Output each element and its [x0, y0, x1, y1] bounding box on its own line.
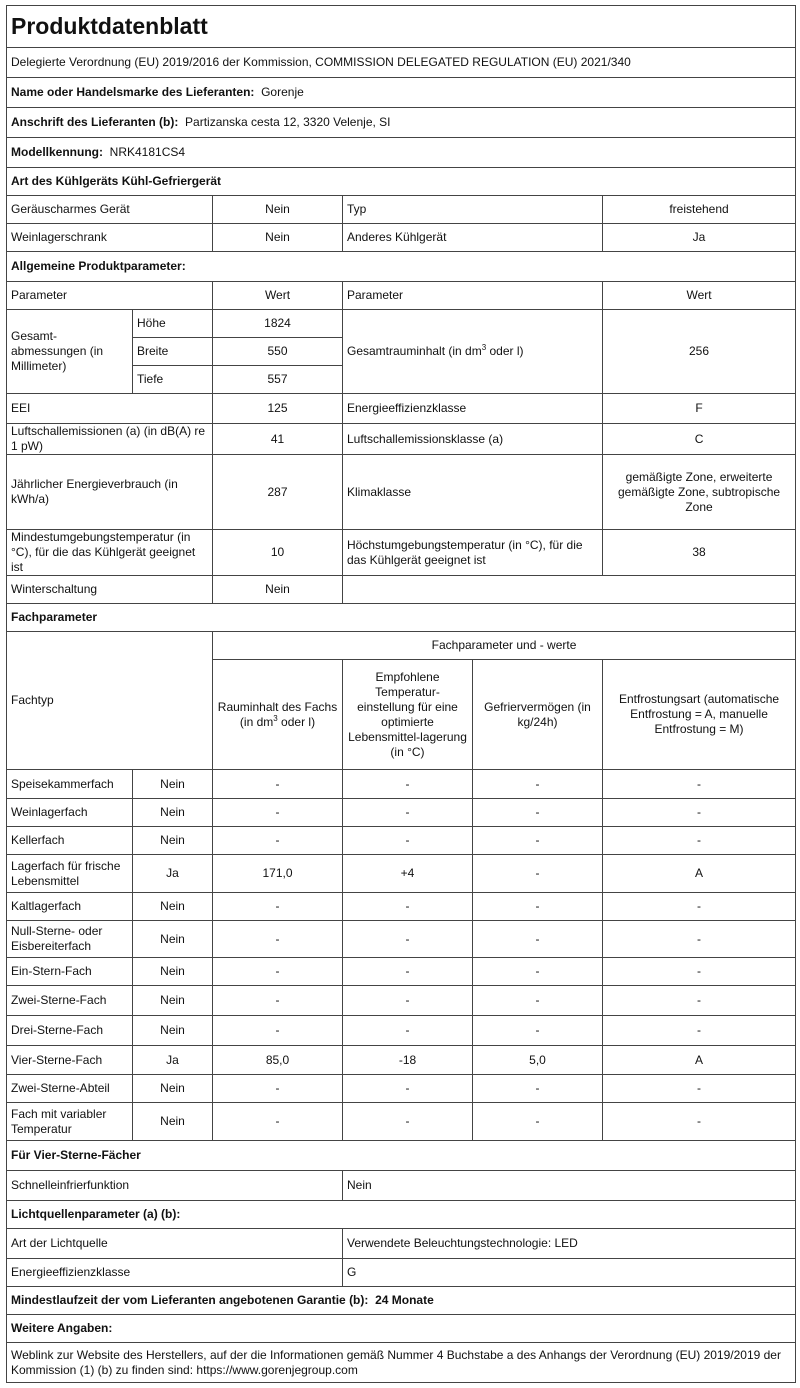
- compartment-name: Kaltlagerfach: [7, 893, 133, 921]
- height-value: 1824: [213, 310, 343, 338]
- compartment-freezing-capacity: -: [473, 893, 603, 921]
- max-temp-label: Höchstumgebungstemperatur (in °C), für die das Kühlgerät geeignet ist: [343, 530, 603, 576]
- low-noise-label: Geräuscharmes Gerät: [7, 196, 213, 224]
- compartment-row: [7, 986, 796, 1016]
- compartment-name: Zwei-Sterne-Fach: [7, 986, 133, 1016]
- compartment-temperature: +4: [343, 855, 473, 893]
- compartment-volume: -: [213, 921, 343, 958]
- col-header-freezing-capacity: Gefriervermögen (in kg/24h): [473, 660, 603, 770]
- compartment-present: Nein: [133, 986, 213, 1016]
- compartment-volume: 85,0: [213, 1046, 343, 1075]
- total-volume-label: Gesamtrauminhalt (in $dm^3$ oder l): [343, 310, 603, 394]
- compartment-volume: -: [213, 1016, 343, 1046]
- general-params-heading: Allgemeine Produktparameter:: [7, 252, 796, 282]
- energy-class-value: F: [603, 394, 796, 424]
- further-info-heading: Weitere Angaben:: [7, 1315, 796, 1343]
- annual-consumption-label: Jährlicher Energieverbrauch (in kWh/a): [7, 455, 213, 530]
- compartment-defrost: -: [603, 958, 796, 986]
- supplier-address-value: Partizanska cesta 12, 3320 Velenje, SI: [185, 115, 391, 129]
- other-appliance-value: Ja: [603, 224, 796, 252]
- regulation-line: Delegierte Verordnung (EU) 2019/2016 der Kommission, COMMISSION DELEGATED REGULATION (EU) 2021/340: [7, 48, 796, 78]
- compartment-freezing-capacity: 5,0: [473, 1046, 603, 1075]
- compartment-temperature: -: [343, 799, 473, 827]
- light-class-value: G: [343, 1259, 796, 1287]
- max-temp-value: 38: [603, 530, 796, 576]
- compartment-freezing-capacity: -: [473, 799, 603, 827]
- min-temp-label: Mindestumgebungstemperatur (in °C), für die das Kühlgerät geeignet ist: [7, 530, 213, 576]
- compartment-temperature: -: [343, 893, 473, 921]
- compartment-defrost: A: [603, 1046, 796, 1075]
- total-volume-value: 256: [603, 310, 796, 394]
- model-value: NRK4181CS4: [109, 145, 186, 159]
- min-temp-value: 10: [213, 530, 343, 576]
- light-class-label: Energieeffizienzklasse: [7, 1259, 343, 1287]
- appliance-type-heading: Art des Kühlgeräts Kühl-Gefriergerät: [7, 168, 796, 196]
- wine-cabinet-value: Nein: [213, 224, 343, 252]
- col-header-parameter-left: Parameter: [7, 282, 213, 310]
- compartment-present: Ja: [133, 1046, 213, 1075]
- compartment-freezing-capacity: -: [473, 770, 603, 799]
- compartment-name: Vier-Sterne-Fach: [7, 1046, 133, 1075]
- compartment-volume: -: [213, 827, 343, 855]
- light-source-heading: Lichtquellenparameter (a) (b):: [7, 1201, 796, 1229]
- col-header-defrost: Entfrostungsart (automatische Entfrostung = A, manuelle Entfrostung = M): [603, 660, 796, 770]
- compartment-row: [7, 1046, 796, 1075]
- wine-cabinet-label: Weinlagerschrank: [7, 224, 213, 252]
- warranty-label: Mindestlaufzeit der vom Lieferanten angebotenen Garantie (b):: [11, 1293, 369, 1307]
- noise-label: Luftschallemissionen (a) (in dB(A) re 1 pW): [7, 424, 213, 455]
- compartment-name: Null-Sterne- oder Eisbereiterfach: [7, 921, 133, 958]
- compartment-name: Ein-Stern-Fach: [7, 958, 133, 986]
- compartment-temperature: -: [343, 770, 473, 799]
- compartment-defrost: -: [603, 799, 796, 827]
- compartment-present: Ja: [133, 855, 213, 893]
- energy-class-label: Energieeffizienzklasse: [343, 394, 603, 424]
- warranty-row: [7, 1287, 796, 1315]
- model-label: Modellkennung:: [11, 145, 103, 159]
- low-noise-value: Nein: [213, 196, 343, 224]
- light-type-value: Verwendete Beleuchtungstechnologie: LED: [343, 1229, 796, 1259]
- page-title: Produktdatenblatt: [7, 6, 796, 48]
- compartment-temperature: -18: [343, 1046, 473, 1075]
- supplier-address-row: [7, 108, 796, 138]
- compartment-temperature: -: [343, 827, 473, 855]
- supplier-name-label: Name oder Handelsmarke des Lieferanten:: [11, 85, 255, 99]
- compartment-present: Nein: [133, 770, 213, 799]
- depth-label: Tiefe: [133, 366, 213, 394]
- supplier-address-label: Anschrift des Lieferanten (b):: [11, 115, 179, 129]
- compartment-type-header: Fachtyp: [7, 632, 213, 770]
- compartment-row: [7, 921, 796, 958]
- compartment-temperature: -: [343, 1103, 473, 1141]
- compartment-row: [7, 770, 796, 799]
- warranty-value: 24 Monate: [375, 1293, 434, 1307]
- compartment-row: [7, 799, 796, 827]
- compartment-freezing-capacity: -: [473, 1103, 603, 1141]
- width-value: 550: [213, 338, 343, 366]
- compartment-row: [7, 958, 796, 986]
- compartment-freezing-capacity: -: [473, 986, 603, 1016]
- compartment-volume: -: [213, 958, 343, 986]
- four-star-heading: Für Vier-Sterne-Fächer: [7, 1141, 796, 1171]
- dimensions-label: Gesamt-abmessungen (in Millimeter): [7, 310, 133, 394]
- compartment-present: Nein: [133, 827, 213, 855]
- winter-label: Winterschaltung: [7, 576, 213, 604]
- compartment-row: [7, 1103, 796, 1141]
- climate-class-value: gemäßigte Zone, erweiterte gemäßigte Zone, subtropische Zone: [603, 455, 796, 530]
- compartment-present: Nein: [133, 893, 213, 921]
- supplier-name-row: [7, 78, 796, 108]
- compartment-temperature: -: [343, 1075, 473, 1103]
- annual-consumption-value: 287: [213, 455, 343, 530]
- empty-cell: [343, 576, 796, 604]
- compartment-volume: -: [213, 799, 343, 827]
- compartment-name: Weinlagerfach: [7, 799, 133, 827]
- compartment-volume: -: [213, 986, 343, 1016]
- compartment-volume: -: [213, 770, 343, 799]
- supplier-name-value: Gorenje: [261, 85, 304, 99]
- compartment-group-header: Fachparameter und - werte: [213, 632, 796, 660]
- compartment-freezing-capacity: -: [473, 1075, 603, 1103]
- compartment-defrost: -: [603, 770, 796, 799]
- col-header-temperature: Empfohlene Temperatur-einstellung für eine optimierte Lebensmittel-lagerung (in °C): [343, 660, 473, 770]
- compartment-name: Kellerfach: [7, 827, 133, 855]
- compartment-freezing-capacity: -: [473, 1016, 603, 1046]
- compartment-temperature: -: [343, 921, 473, 958]
- eei-value: 125: [213, 394, 343, 424]
- compartment-name: Drei-Sterne-Fach: [7, 1016, 133, 1046]
- light-type-label: Art der Lichtquelle: [7, 1229, 343, 1259]
- compartment-present: Nein: [133, 799, 213, 827]
- compartment-defrost: -: [603, 986, 796, 1016]
- compartment-name: Speisekammerfach: [7, 770, 133, 799]
- compartment-row: [7, 855, 796, 893]
- model-row: [7, 138, 796, 168]
- compartment-freezing-capacity: -: [473, 827, 603, 855]
- compartment-defrost: -: [603, 893, 796, 921]
- col-header-parameter-right: Parameter: [343, 282, 603, 310]
- type-label: Typ: [343, 196, 603, 224]
- compartment-defrost: -: [603, 827, 796, 855]
- compartment-volume: 171,0: [213, 855, 343, 893]
- compartment-present: Nein: [133, 1075, 213, 1103]
- compartment-name: Zwei-Sterne-Abteil: [7, 1075, 133, 1103]
- compartment-volume: -: [213, 1103, 343, 1141]
- product-data-sheet: [6, 5, 796, 1383]
- height-label: Höhe: [133, 310, 213, 338]
- compartment-present: Nein: [133, 921, 213, 958]
- quick-freeze-label: Schnelleinfrierfunktion: [7, 1171, 343, 1201]
- depth-value: 557: [213, 366, 343, 394]
- other-appliance-label: Anderes Kühlgerät: [343, 224, 603, 252]
- compartment-volume: -: [213, 1075, 343, 1103]
- compartment-temperature: -: [343, 986, 473, 1016]
- quick-freeze-value: Nein: [343, 1171, 796, 1201]
- compartment-volume: -: [213, 893, 343, 921]
- col-header-value-right: Wert: [603, 282, 796, 310]
- col-header-value-left: Wert: [213, 282, 343, 310]
- compartment-present: Nein: [133, 1103, 213, 1141]
- noise-class-value: C: [603, 424, 796, 455]
- compartment-rows: [7, 770, 796, 1141]
- eei-label: EEI: [7, 394, 213, 424]
- compartment-defrost: -: [603, 1016, 796, 1046]
- compartment-freezing-capacity: -: [473, 958, 603, 986]
- width-label: Breite: [133, 338, 213, 366]
- compartment-freezing-capacity: -: [473, 921, 603, 958]
- compartment-defrost: -: [603, 1103, 796, 1141]
- compartment-present: Nein: [133, 1016, 213, 1046]
- climate-class-label: Klimaklasse: [343, 455, 603, 530]
- compartment-defrost: -: [603, 921, 796, 958]
- compartment-present: Nein: [133, 958, 213, 986]
- winter-value: Nein: [213, 576, 343, 604]
- compartment-freezing-capacity: -: [473, 855, 603, 893]
- noise-value: 41: [213, 424, 343, 455]
- compartment-name: Lagerfach für frische Lebensmittel: [7, 855, 133, 893]
- col-header-volume: Rauminhalt des Fachs (in $dm^3$ oder l): [213, 660, 343, 770]
- compartment-params-heading: Fachparameter: [7, 604, 796, 632]
- compartment-row: [7, 893, 796, 921]
- compartment-temperature: -: [343, 1016, 473, 1046]
- compartment-name: Fach mit variabler Temperatur: [7, 1103, 133, 1141]
- noise-class-label: Luftschallemissionsklasse (a): [343, 424, 603, 455]
- compartment-defrost: -: [603, 1075, 796, 1103]
- compartment-temperature: -: [343, 958, 473, 986]
- further-info-text: Weblink zur Website des Herstellers, auf der die Informationen gemäß Nummer 4 Buchstabe a des Anhangs der Verordnung (EU) 2019/2019 der Kommission (1) (b) zu finden sind: https://www.gorenjegroup.com: [7, 1343, 796, 1383]
- type-value: freistehend: [603, 196, 796, 224]
- compartment-row: [7, 1016, 796, 1046]
- compartment-row: [7, 1075, 796, 1103]
- compartment-row: [7, 827, 796, 855]
- compartment-defrost: A: [603, 855, 796, 893]
